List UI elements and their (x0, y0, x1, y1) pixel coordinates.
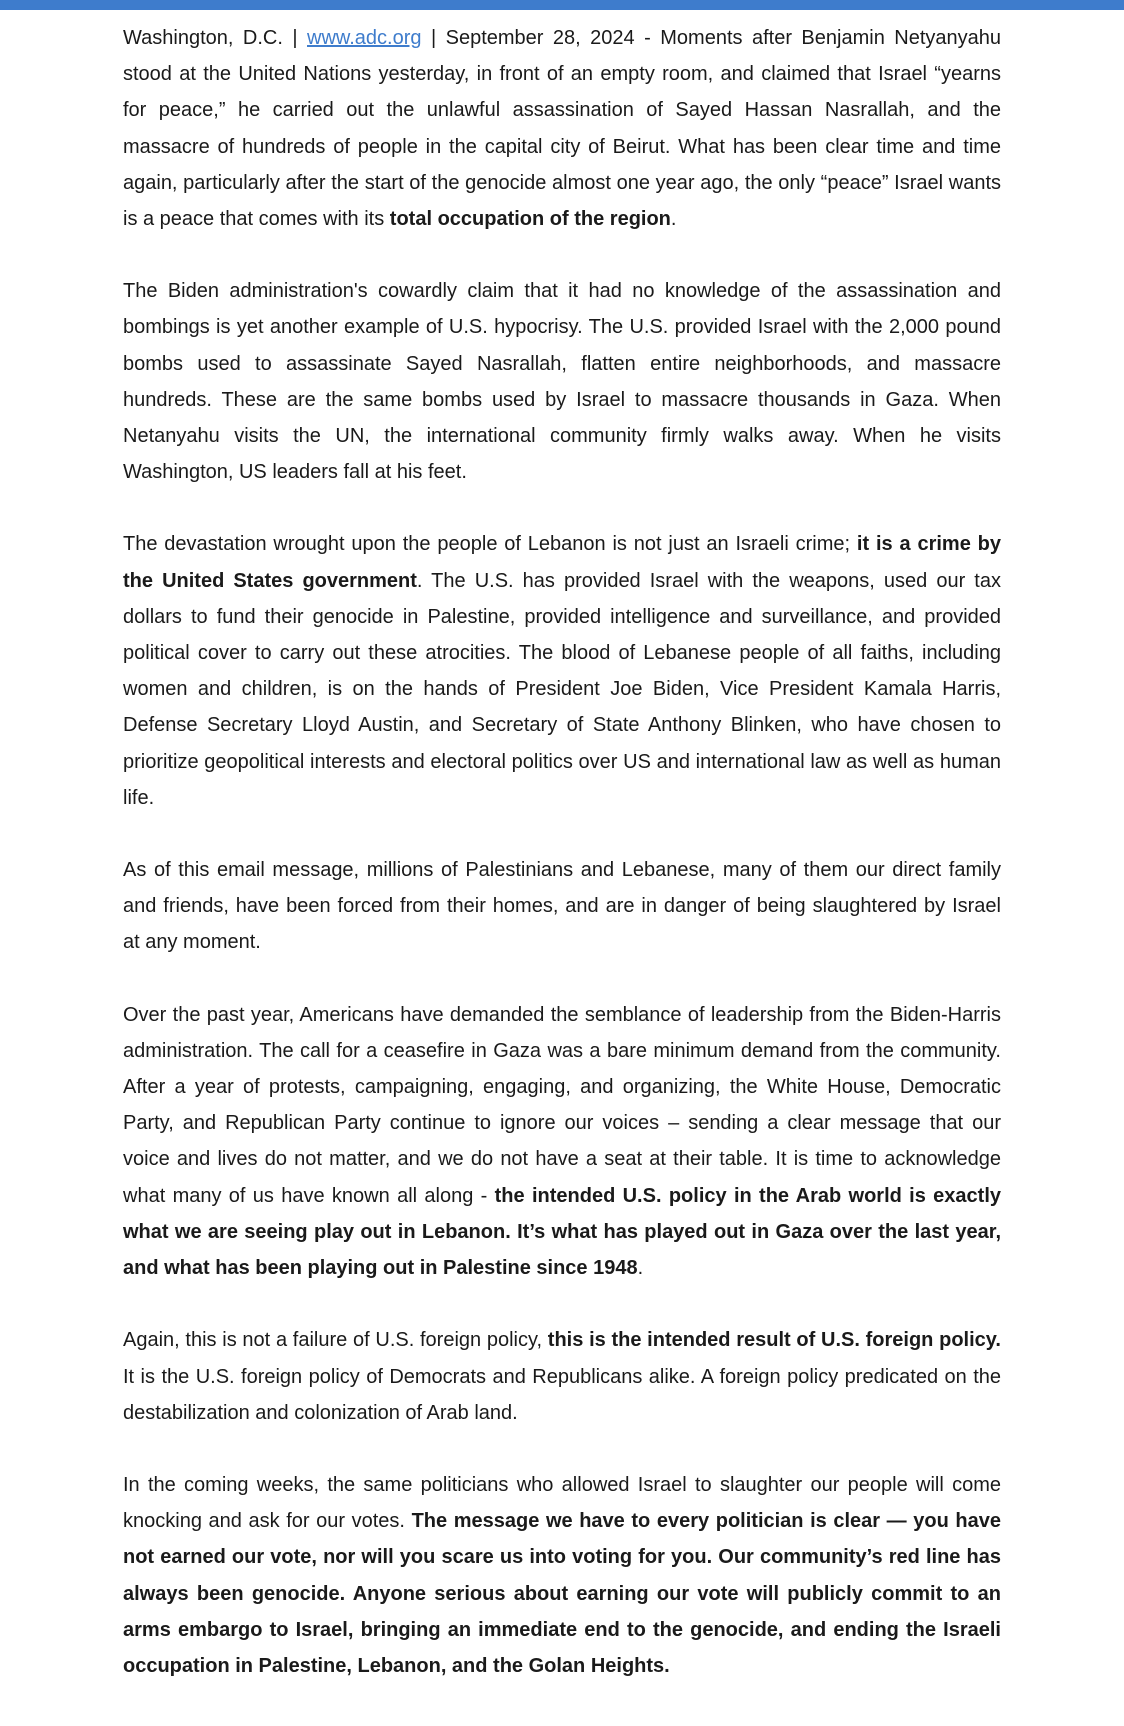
text-segment: . (670, 208, 677, 231)
email-body (123, 20, 1001, 1720)
bold-emphasis: the intended U.S. policy in the Arab world is exactly what we are seeing play out in Lebanon. It’s what has played out in Gaza over the last year, and what has been playing out in Palestine since 1948 (123, 1184, 1001, 1280)
bold-emphasis: it is a crime by the United States government (123, 533, 1001, 592)
paragraph-devastation (123, 526, 1001, 816)
bold-emphasis: The message we have to every politician is clear — you have not earned our vote, nor will you scare us into voting for you. Our community’s red line has always been genocide. Anyone serious about earning our vote will publicly commit to an arms embargo to Israel, bringing an immediate end to the genocide, and ending the Israeli occupation in Palestine, Lebanon, and the Golan Heights. (123, 1510, 1002, 1677)
paragraph-intro (123, 20, 1001, 237)
adc-website-link[interactable]: www.adc.org (307, 27, 422, 49)
text-segment: . (637, 1257, 644, 1280)
paragraph-email-message (123, 852, 1001, 961)
bold-emphasis: total occupation of the region (389, 208, 671, 231)
text-segment: | September 28, 2024 - Moments after Benjamin Netyanyahu stood at the United Nations yesterday, in front of an empty room, and claimed that Israel “yearns for peace,” he carried out the unlawful assassination of Sayed Hassan Nasrallah, and the massacre of hundreds of people in the capital city of Beirut. What has been clear time and time again, particularly after the start of the genocide almost one year ago, the only “peace” Israel wants is a peace that comes with its (123, 27, 1002, 231)
text-segment: The devastation wrought upon the people of Lebanon is not just an Israeli crime; (123, 533, 857, 556)
paragraph-foreign-policy (123, 1322, 1001, 1431)
text-segment: Washington, D.C. | (123, 27, 308, 49)
text-segment: The Biden administration's cowardly claim that it had no knowledge of the assassination and bombings is yet another example of U.S. hypocrisy. The U.S. provided Israel with the 2,000 pound bombs used to assassinate Sayed Nasrallah, flatten entire neighborhoods, and massacre hundreds. These are the same bombs used by Israel to massacre thousands in Gaza. When Netanyahu visits the UN, the international community firmly walks away. When he visits Washington, US leaders fall at his feet. (123, 280, 1001, 484)
paragraph-biden-administration (123, 273, 1001, 490)
paragraph-past-year (123, 997, 1001, 1287)
text-segment: . The U.S. has provided Israel with the weapons, used our tax dollars to fund their genocide in Palestine, provided intelligence and surveillance, and provided political cover to carry out these atrocities. The blood of Lebanese people of all faiths, including women and children, is on the hands of President Joe Biden, Vice President Kamala Harris, Defense Secretary Lloyd Austin, and Secretary of State Anthony Blinken, who have chosen to prioritize geopolitical interests and electoral politics over US and international law as well as human life. (123, 569, 1001, 809)
text-segment: Over the past year, Americans have demanded the semblance of leadership from the Biden-Harris administration. The call for a ceasefire in Gaza was a bare minimum demand from the community. After a year of protests, campaigning, engaging, and organizing, the White House, Democratic Party, and Republican Party continue to ignore our voices – sending a clear message that our voice and lives do not matter, and we do not have a seat at their table. It is time to acknowledge what many of us have known all along - (123, 1003, 1001, 1207)
paragraph-coming-weeks (123, 1467, 1001, 1684)
text-segment: Again, this is not a failure of U.S. foreign policy, (123, 1329, 548, 1352)
text-segment: As of this email message, millions of Palestinians and Lebanese, many of them our direct family and friends, have been forced from their homes, and are in danger of being slaughtered by Israel at any moment. (123, 859, 1001, 954)
bold-emphasis: this is the intended result of U.S. foreign policy. (547, 1329, 1001, 1352)
text-segment: It is the U.S. foreign policy of Democrats and Republicans alike. A foreign policy predicated on the destabilization and colonization of Arab land. (123, 1365, 1001, 1424)
text-segment: In the coming weeks, the same politicians who allowed Israel to slaughter our people will come knocking and ask for our votes. (123, 1473, 1001, 1533)
top-accent-bar (0, 0, 1124, 10)
